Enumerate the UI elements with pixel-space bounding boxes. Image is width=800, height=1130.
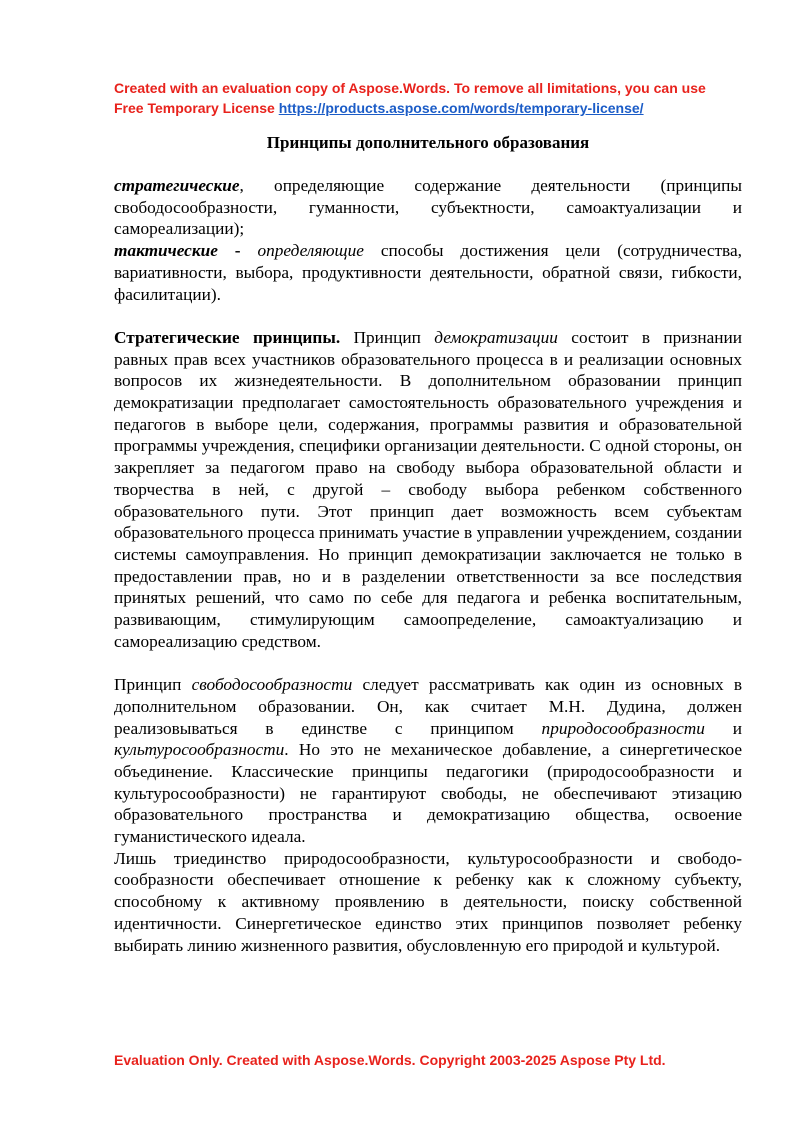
paragraph-gap bbox=[114, 305, 742, 327]
paragraph-trinity: Лишь триединство природосообразности, культуросообразности и свободо-сообразности обеспечивает отношение к ребенку как к сложному субъекту, способному к активному проявлению в деятельности, поиску собственной идентичности. Синергетическое единство этих принципов позволяет ребенку выбирать линию жизненного развития, обусловленную его природой и культурой. bbox=[114, 848, 742, 955]
evaluation-header-text: Created with an evaluation copy of Aspose.Words. To remove all limitations, you can use Free Temporary License bbox=[114, 80, 706, 116]
paragraph-democratization bbox=[114, 327, 742, 653]
term-defining: определяющие bbox=[257, 241, 364, 261]
term-strategic: стратегические bbox=[114, 176, 240, 195]
term-nature: природосообразности bbox=[541, 718, 705, 738]
evaluation-header bbox=[114, 78, 734, 118]
term-democratization: демократизации bbox=[434, 327, 558, 347]
paragraph-freedom bbox=[114, 674, 742, 848]
paragraph-freedom-text-2: и bbox=[704, 718, 742, 738]
term-tactical-dash: - bbox=[217, 241, 258, 261]
document-body bbox=[114, 175, 742, 956]
document-title: Принципы дополнительного образования bbox=[266, 133, 590, 152]
term-freedom: свободосообразности bbox=[191, 675, 353, 695]
paragraph-freedom-lead: Принцип bbox=[114, 675, 192, 695]
paragraph-freedom-text-3: . Но это не механическое добавление, а синергетическое объединение. Классические принципы педагогики (природосообразности и культуросообразности) не гарантируют свободы, не обеспечивают этизацию образовательного пространства и демократизацию общества, освоение гуманистического идеала. bbox=[114, 740, 742, 847]
paragraph-gap bbox=[114, 652, 742, 674]
paragraph-strategic-text: , определяющие содержание деятельности (принципы свободосообразности, гуманности, субъектности, самоактуализации и самореализации); bbox=[114, 176, 742, 239]
heading-strategic-principles: Стратегические принципы. bbox=[114, 327, 341, 347]
paragraph-tactical-text: способы достижения цели (сотрудничества, вариативности, выбора, продуктивности деятельности, обратной связи, гибкости, фасилитации). bbox=[114, 241, 742, 304]
evaluation-footer: Evaluation Only. Created with Aspose.Words. Copyright 2003-2025 Aspose Pty Ltd. bbox=[114, 1052, 666, 1068]
paragraph-freedom-text-1: следует рассматривать как один из основных в дополнительном образовании. Он, как считает М.Н. Дудина, должен реализовываться в единстве с принципом bbox=[114, 675, 743, 738]
temporary-license-link[interactable]: https://products.aspose.com/words/temporary-license/ bbox=[278, 100, 644, 116]
paragraph-democratization-lead: Принцип bbox=[340, 327, 435, 347]
paragraph-strategic bbox=[114, 175, 742, 240]
paragraph-tactical bbox=[114, 240, 742, 305]
term-tactical: тактические bbox=[114, 241, 218, 261]
paragraph-democratization-text: состоит в признании равных прав всех участников образовательного процесса в и реализации основных вопросов их жизнедеятельности. В дополнительном образовании принцип демократизации предполагает самостоятельность образовательного учреждения и педагогов в выборе цели, содержания, программы развития и образовательной программы учреждения, специфики организации деятельности. С одной стороны, он закрепляет за педагогом право на свободу выбора образовательной области и творчества в ней, с другой – свободу выбора ребенком собственного образовательного пути. Этот принцип дает возможность всем субъектам образовательного процесса принимать участие в управлении учреждением, создании системы самоуправления. Но принцип демократизации заключается не только в предоставлении прав, но и в разделении ответственности за все последствия принятых решений, что само по себе для педагога и ребенка воспитательным, развивающим, стимулирующим самоопределение, самоактуализацию и самореализацию средством. bbox=[114, 327, 742, 651]
term-culture: культуросообразности bbox=[114, 740, 285, 760]
